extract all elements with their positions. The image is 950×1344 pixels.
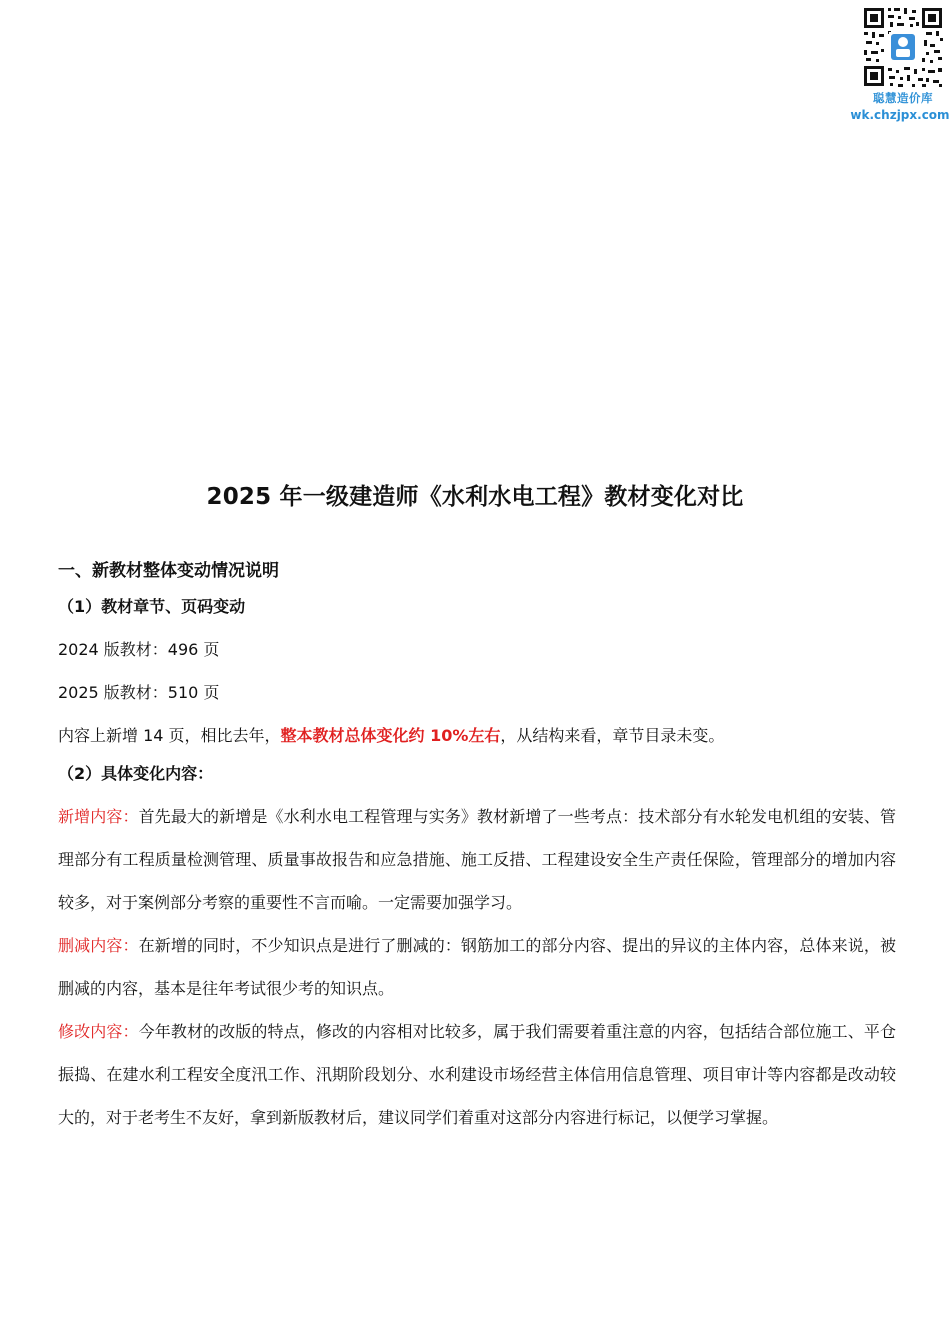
watermark-url[interactable]: wk.chzjpx.com <box>850 108 950 122</box>
deleted-content-label: 删减内容： <box>58 936 139 955</box>
modified-content-text: 今年教材的改版的特点，修改的内容相对比较多，属于我们需要着重注意的内容，包括结合部位施工、平仓振捣、在建水利工程安全度汛工作、汛期阶段划分、水利建设市场经营主体信用信息管理、项目审计等内容都是改动较大的，对于老考生不友好，拿到新版教材后，建议同学们着重对这部分内容进行标记，以便学习掌握。 <box>58 1022 896 1127</box>
document-title: 2025 年一级建造师《水利水电工程》教材变化对比 <box>206 484 744 510</box>
watermark-block <box>850 6 950 122</box>
change-summary-post: ，从结构来看，章节目录未变。 <box>500 726 725 745</box>
added-content-label: 新增内容： <box>58 807 139 826</box>
change-summary <box>58 714 896 757</box>
section-heading: 一、新教材整体变动情况说明 <box>58 561 279 581</box>
page-count-2025: 2025 版教材：510 页 <box>58 683 220 702</box>
added-content-text: 首先最大的新增是《水利水电工程管理与实务》教材新增了一些考点：技术部分有水轮发电机组的安装、管理部分有工程质量检测管理、质量事故报告和应急措施、施工反措、工程建设安全生产责任保险，管理部分的增加内容较多，对于案例部分考察的重要性不言而喻。一定需要加强学习。 <box>58 807 896 912</box>
change-summary-highlight: 整本教材总体变化约 10%左右 <box>280 726 501 745</box>
deleted-content-text: 在新增的同时，不少知识点是进行了删减的：钢筋加工的部分内容、提出的异议的主体内容，总体来说，被删减的内容，基本是往年考试很少考的知识点。 <box>58 936 896 998</box>
watermark-label: 聪慧造价库 <box>873 91 933 105</box>
deleted-content-paragraph <box>58 924 896 1010</box>
document-body <box>58 556 896 1139</box>
subsection-heading-details: （2）具体变化内容： <box>58 764 214 783</box>
qr-code-icon <box>862 6 944 88</box>
page-count-2024: 2024 版教材：496 页 <box>58 640 220 659</box>
added-content-paragraph <box>58 795 896 924</box>
modified-content-label: 修改内容： <box>58 1022 139 1041</box>
subsection-heading-chapters: （1）教材章节、页码变动 <box>58 597 246 616</box>
change-summary-pre: 内容上新增 14 页，相比去年， <box>58 726 281 745</box>
modified-content-paragraph <box>58 1010 896 1139</box>
